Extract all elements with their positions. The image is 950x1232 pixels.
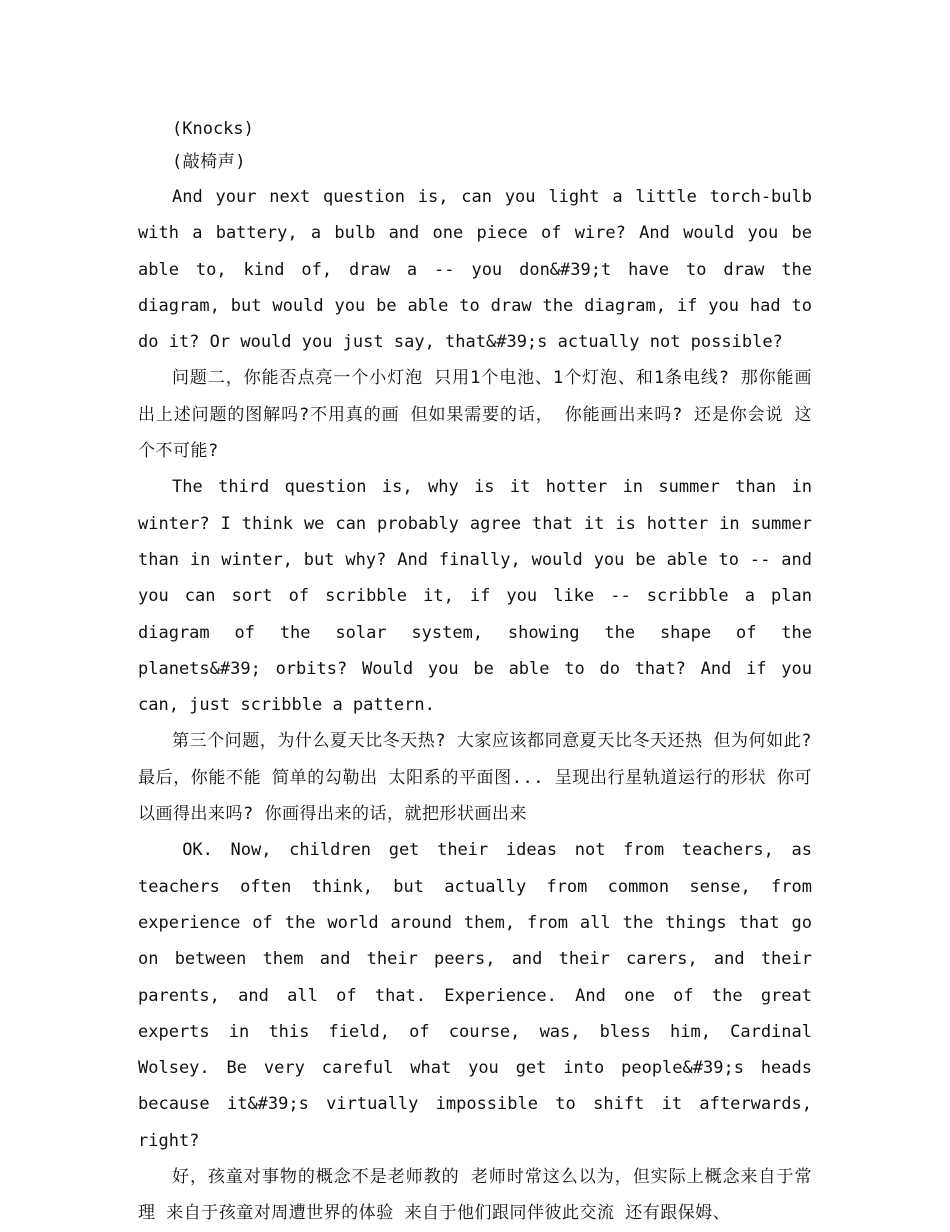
paragraph-question-two-en: And your next question is, can you light a little torch-bulb with a battery, a bulb and one piece of wire? And would you be able to, kind of, draw a -- you don&#39;t have to draw the diagram, but would you be able to draw the diagram, if you had to do it? Or would you just say, that&#39;s actually not possible? [138, 187, 812, 353]
paragraph-question-three-zh: 第三个问题，为什么夏天比冬天热? 大家应该都同意夏天比冬天还热 但为何如此?最后，你能不能 简单的勾勒出 太阳系的平面图... 呈现出行星轨道运行的形状 你可以画得出来吗? 你画得出来的话，就把形状画出来 [138, 731, 812, 825]
document-body [138, 113, 812, 1232]
paragraph-knocks-en: (Knocks) [172, 119, 254, 139]
paragraph-knocks-zh: (敲椅声) [172, 152, 246, 172]
paragraph-question-two-zh: 问题二，你能否点亮一个小灯泡 只用1个电池、1个灯泡、和1条电线? 那你能画出上述问题的图解吗?不用真的画 但如果需要的话， 你能画出来吗? 还是你会说 这个不可能? [138, 368, 812, 462]
paragraph-children-ideas-en: OK. Now, children get their ideas not from teachers, as teachers often think, but actually from common sense, from experience of the world around them, from all the things that go on between them and their peers, and their carers, and their parents, and all of that. Experience. And one of the great experts in this field, of course, was, bless him, Cardinal Wolsey. Be very careful what you get into people&#39;s heads because it&#39;s virtually impossible to shift it afterwards, right? [138, 840, 812, 1151]
paragraph-children-ideas-zh: 好，孩童对事物的概念不是老师教的 老师时常这么以为，但实际上概念来自于常理 来自于孩童对周遭世界的体验 来自于他们跟同伴彼此交流 还有跟保姆、 [138, 1167, 812, 1224]
paragraph-question-three-en: The third question is, why is it hotter in summer than in winter? I think we can probably agree that it is hotter in summer than in winter, but why? And finally, would you be able to -- and you can sort of scribble it, if you like -- scribble a plan diagram of the solar system, showing the shape of the planets&#39; orbits? Would you be able to do that? And if you can, just scribble a pattern. [138, 477, 812, 716]
